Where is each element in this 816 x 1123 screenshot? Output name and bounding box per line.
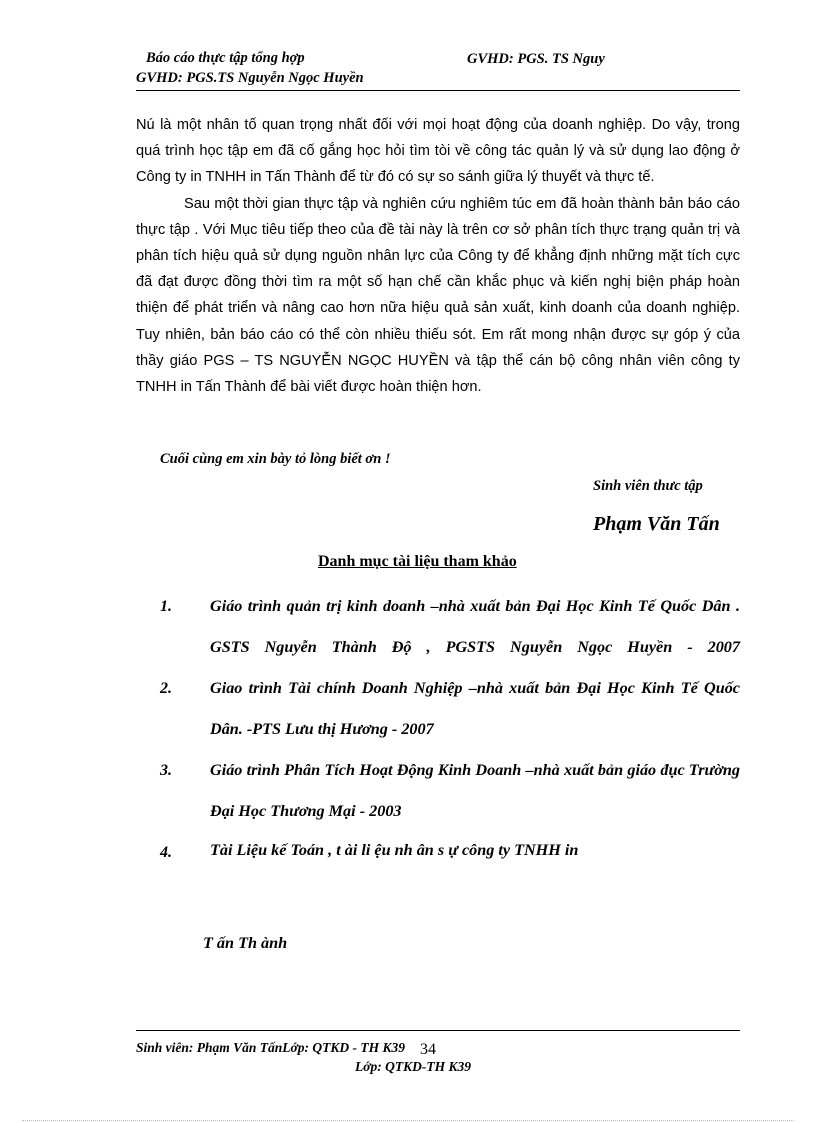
reference-item: [160, 668, 740, 750]
reference-item: [160, 586, 740, 668]
body-text: [136, 112, 740, 400]
body-paragraph: Nú là một nhân tố quan trọng nhất đối với mọi hoạt động của doanh nghiệp. Do vậy, trong quá trình học tập em đã cố gắng học hỏi tìm tòi về công tác quản lý và sử dụng lao động ở Công ty in TNHH in Tấn Thành để từ đó có sự so sánh giữa lý thuyết và thực tế.: [136, 117, 740, 186]
reference-number: 4.: [160, 844, 172, 861]
reference-text: Tài Liệu kế Toán , t ài li ệu nh ân s ự công ty TNHH in: [210, 841, 579, 859]
reference-text: Giáo trình quản trị kinh doanh –nhà xuất bản Đại Học Kinh Tế Quốc Dân . GSTS Nguyễn Thành Độ , PGSTS Nguyễn Ngọc Huyền - 2007: [210, 597, 740, 656]
references-title: Danh mục tài liệu tham khảo: [318, 553, 517, 570]
reference-number: 2.: [160, 680, 172, 697]
reference-item: [160, 832, 740, 873]
signature-name: Phạm Văn Tấn: [593, 513, 720, 535]
reference-text: Giáo trình Phân Tích Hoạt Động Kinh Doanh –nhà xuất bản giáo đục Trường Đại Học Thương Mại - 2003: [210, 761, 740, 820]
page-number: 34: [420, 1041, 436, 1058]
header-divider: [136, 90, 740, 91]
reference-item: [160, 750, 740, 832]
closing-line: Cuối cùng em xin bày tỏ lòng biết ơn !: [160, 451, 391, 467]
header-supervisor-short: GVHD: PGS. TS Nguy: [467, 51, 605, 67]
footer-student-line: Sinh viên: Phạm Văn TấnLớp: QTKD - TH K39: [136, 1040, 406, 1055]
reference-continuation: T ấn Th ành: [203, 934, 288, 952]
reference-number: 3.: [160, 762, 172, 779]
references-list: [160, 586, 740, 873]
signature-role: Sinh viên thưc tập: [593, 478, 703, 494]
footer-divider: [136, 1030, 740, 1031]
header-report-title: Báo cáo thực tập tổng hợp: [146, 50, 305, 66]
page-bottom-dotted-border: [22, 1120, 794, 1121]
header-supervisor-full: GVHD: PGS.TS Nguyễn Ngọc Huyền: [136, 70, 364, 86]
footer-class-line: Lớp: QTKD-TH K39: [355, 1059, 471, 1074]
body-paragraph: Sau một thời gian thực tập và nghiên cứu nghiêm túc em đã hoàn thành bản báo cáo thực tập . Với Mục tiêu tiếp theo của đề tài này là trên cơ sở phân tích thực trạng quản trị và phân tích hiệu quả sử dụng nguồn nhân lực của Công ty để khẳng định những mặt tích cực đã đạt được đồng thời tìm ra một số hạn chế cần khắc phục và kiến nghị biện pháp hoàn thiện để phát triển và nâng cao hơn nữa hiệu quả sản xuất, kinh doanh của doanh nghiệp. Tuy nhiên, bản báo cáo có thể còn nhiều thiếu sót. Em rất mong nhận được sự góp ý của thầy giáo PGS – TS NGUYỄN NGỌC HUYỀN và tập thể cán bộ công nhân viên công ty TNHH in Tấn Thành để bài viết được hoàn thiện hơn.: [136, 195, 740, 396]
reference-text: Giao trình Tài chính Doanh Nghiệp –nhà xuất bản Đại Học Kinh Tế Quốc Dân. -PTS Lưu thị Hương - 2007: [210, 679, 740, 738]
reference-number: 1.: [160, 598, 172, 615]
